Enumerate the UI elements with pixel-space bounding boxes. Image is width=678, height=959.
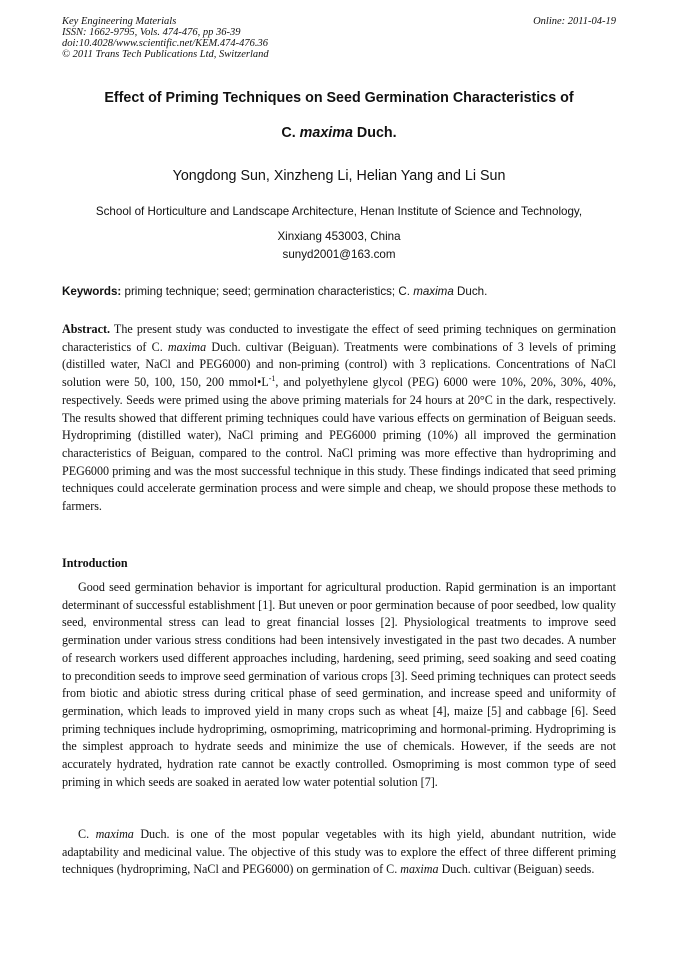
journal-name: Key Engineering Materials xyxy=(62,16,177,27)
intro2-species-1: maxima xyxy=(95,827,134,841)
keywords-label: Keywords: xyxy=(62,285,122,298)
abstract xyxy=(62,321,616,516)
affiliation-line2: Xinxiang 453003, China xyxy=(277,230,401,243)
keywords xyxy=(62,285,487,298)
doi-line: doi:10.4028/www.scientific.net/KEM.474-476.36 xyxy=(62,38,268,49)
issn-line: ISSN: 1662-9795, Vols. 474-476, pp 36-39 xyxy=(62,27,241,38)
title-species: maxima xyxy=(299,125,353,141)
abstract-superscript: -1 xyxy=(268,374,276,384)
title-suffix: Duch. xyxy=(352,125,397,141)
title-prefix: C. xyxy=(281,125,300,141)
introduction-paragraph-1: Good seed germination behavior is important for agricultural production. Rapid germination is an important determinant of successful establishment [1]. But uneven or poor germination because of poor seedbed, low quality seed, environmental stress can lead to great financial losses [2]. Physiological treatments to improve seed germination under various stress conditions had been intensively investigated in the past two decades. A number of research workers used different approaches including, hardening, seed priming, seed soaking and seed coating to precondition seeds to improve seed germination of various crops [3]. Seed priming techniques can protect seeds from biotic and abiotic stress during critical phase of seed germination, and increase speed and uniformity of germination, which leads to improved yield in many crops such as wheat [4], maize [5] and cabbage [6]. Seed priming techniques include hydropriming, osmopriming, matricopriming and hormonal-priming. Hydropriming is the simplest approach to hydrate seeds and minimize the use of chemicals. However, if the seeds are not accurately hydrated, hydration rate cannot be exactly controlled. Osmopriming is most common type of seed priming in which seeds are soaked in aerated low water potential solution [7]. xyxy=(62,580,616,789)
intro2-species-2: maxima xyxy=(400,862,439,877)
abstract-text-2: Duch. cultivar (Beiguan). Treatments were combinations of 3 levels of priming (distilled water, NaCl and PEG6000) and non-priming (control) with 3 replications. Concentrations of NaCl solution were 50, 100, 150, 200 mmol•L xyxy=(62,339,616,390)
keywords-species: maxima xyxy=(413,285,454,298)
abstract-text-3: , and polyethylene glycol (PEG) 6000 were 10%, 20%, 30%, 40%, respectively. Seeds were primed using the above priming materials for 24 hours at 20°C in the dark, respectively. The results showed that different priming techniques could have various effects on germination of Beiguan seeds. Hydropriming (distilled water), NaCl priming and PEG6000 priming (10%) all improved the germination characteristics of Beiguan, compared to the control. NaCl priming was more effective than hydropriming and PEG6000 priming and was the most successful technique in this study. These findings indicated that seed priming techniques could accelerate germination process and were simple and cheap, we should propose these methods to farmers. xyxy=(62,375,616,514)
intro2-text: Duch. is one of the most popular vegetables with its high yield, abundant nutrition, wide adaptability and medicinal value. The objective of this study was to explore the effect of three different priming techniques (hydropriming, NaCl and PEG6000) on germination of C. xyxy=(62,827,616,877)
affiliation-line1: School of Horticulture and Landscape Architecture, Henan Institute of Science and Technology, xyxy=(95,205,583,218)
abstract-text-1: The present study was conducted to investigate the effect of seed priming techniques on germination characteristics of C. xyxy=(62,322,616,354)
authors: Yongdong Sun, Xinzheng Li, Helian Yang and Li Sun xyxy=(172,168,506,184)
keywords-suffix: Duch. xyxy=(453,285,488,298)
paper-title-line1: Effect of Priming Techniques on Seed Germination Characteristics of xyxy=(104,90,574,106)
introduction-heading: Introduction xyxy=(62,556,128,570)
intro2-suffix: Duch. cultivar (Beiguan) seeds. xyxy=(438,862,595,877)
introduction-paragraph-2 xyxy=(62,826,616,879)
author-email: sunyd2001@163.com xyxy=(282,248,396,261)
online-date: Online: 2011-04-19 xyxy=(533,16,616,27)
copyright-line: © 2011 Trans Tech Publications Ltd, Switzerland xyxy=(62,49,269,60)
abstract-label: Abstract. xyxy=(62,322,111,336)
intro2-prefix: C. xyxy=(78,827,96,841)
abstract-species: maxima xyxy=(167,339,207,354)
keywords-text: priming technique; seed; germination characteristics; C. xyxy=(121,285,414,298)
paper-title-line2 xyxy=(0,125,678,141)
journal-header xyxy=(62,16,269,60)
